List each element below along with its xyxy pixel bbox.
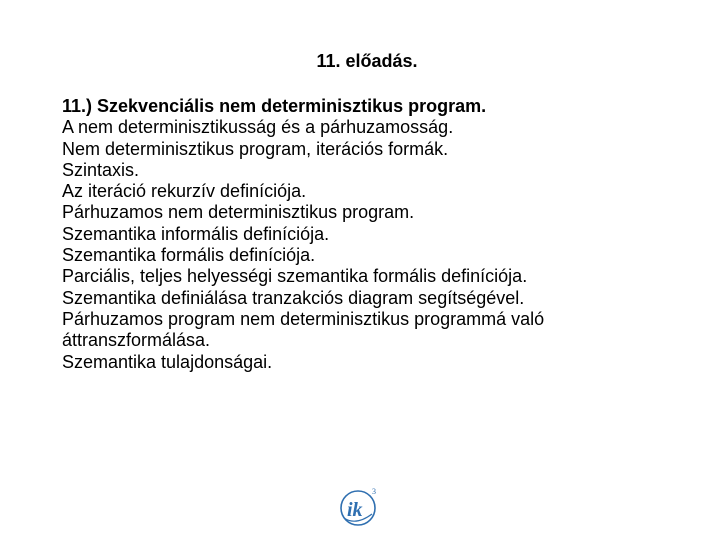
body-line: Szemantika definiálása tranzakciós diagram segítségével. <box>62 287 525 308</box>
body-line: Nem determinisztikus program, iterációs formák. <box>62 138 449 159</box>
body-line: Szemantika tulajdonságai. <box>62 351 273 372</box>
body-line: Szemantika informális definíciója. <box>62 223 330 244</box>
body-line: Szemantika formális definíciója. <box>62 245 316 266</box>
body-line: áttranszformálása. <box>62 330 211 351</box>
slide-title: 11. előadás. <box>316 51 418 71</box>
body-line: Párhuzamos nem determinisztikus program. <box>62 202 415 223</box>
svg-text:3: 3 <box>372 487 376 496</box>
slide-body <box>62 96 702 373</box>
svg-text:ik: ik <box>347 499 363 521</box>
body-line: Parciális, teljes helyességi szemantika formális definíciója. <box>62 266 528 287</box>
body-line-heading: 11.) Szekvenciális nem determinisztikus program. <box>62 96 487 116</box>
ik-logo-icon <box>336 484 384 532</box>
body-line: Az iteráció rekurzív definíciója. <box>62 181 307 202</box>
body-line: Szintaxis. <box>62 159 140 180</box>
body-line: Párhuzamos program nem determinisztikus programmá való <box>62 308 545 329</box>
body-line: A nem determinisztikusság és a párhuzamosság. <box>62 117 454 138</box>
